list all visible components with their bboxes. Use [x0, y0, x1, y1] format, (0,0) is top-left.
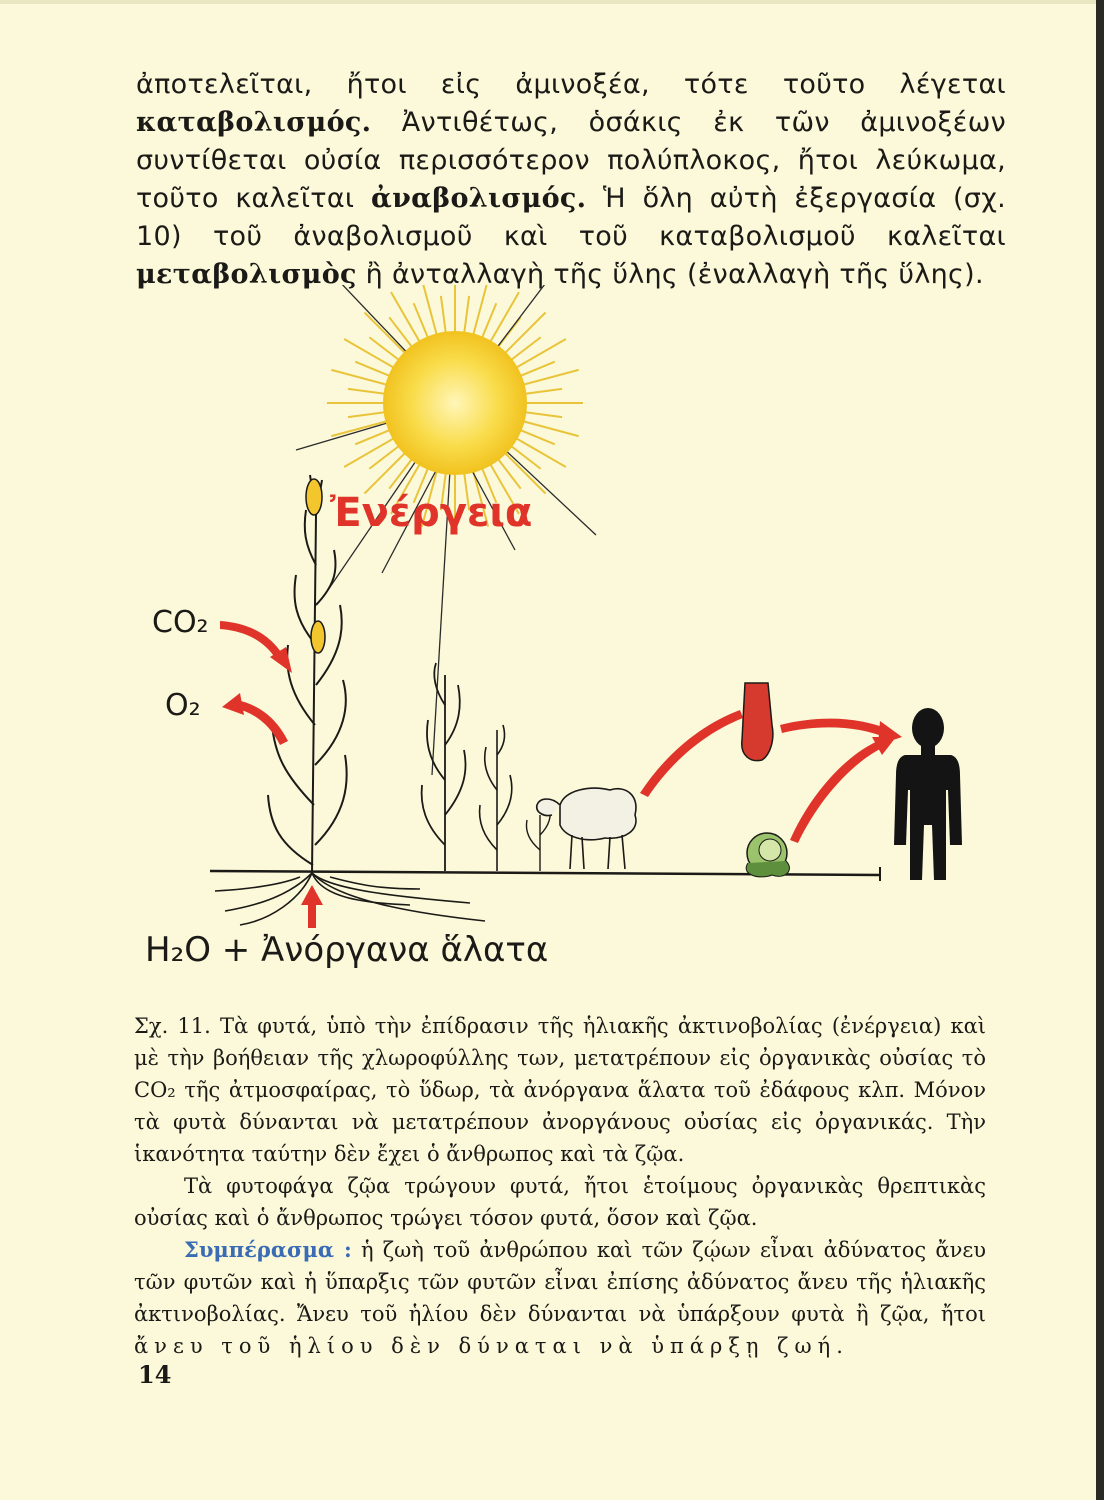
caption-paragraph-1: Σχ. 11. Τὰ φυτά, ὑπὸ τὴν ἐπίδρασιν τῆς ἡλιακῆς ἀκτινοβολίας (ἐνέργεια) καὶ μὲ τὴν βοήθειαν τῆς χλωροφύλλης των, μετατρέπουν εἰς ὀργανικὰς οὐσίας τὸ CO₂ τῆς ἀτμοσφαίρας, τὸ ὕδωρ, τὰ ἀνόργανα ἅλατα τοῦ ἐδάφους κλπ. Μόνον τὰ φυτὰ δύνανται νὰ μετατρέπουν ἀνοργάνους οὐσίας εἰς ὀργανικάς. Τὴν ἱκανότητα ταύτην δὲν ἔχει ὁ ἄνθρωπος καὶ τὰ ζῷα.	[134, 1014, 986, 1166]
sun-ray	[348, 412, 386, 417]
co2-label: CO₂	[152, 605, 209, 640]
conclusion-spaced-text: ἄνευ τοῦ ἡλίου δὲν δύναται νὰ ὑπάρξῃ ζωή.	[134, 1334, 849, 1358]
o2-label: O₂	[165, 688, 201, 723]
sun-ray	[414, 303, 429, 338]
sun-ray	[504, 312, 545, 353]
intro-text-4: ἢ ἀνταλλαγὴ τῆς ὕλης (ἐναλλαγὴ τῆς ὕλης).	[356, 259, 984, 290]
sun-ray	[504, 452, 545, 493]
sun-ray	[344, 438, 394, 467]
sun-ray	[355, 430, 390, 445]
term-metabolism: μεταβολισμὸς	[136, 259, 357, 290]
figure-caption	[134, 1010, 986, 1362]
sun-ray	[391, 292, 420, 342]
sun-ray	[482, 303, 497, 338]
sun-ray	[364, 312, 405, 353]
meat-icon	[742, 683, 773, 761]
term-anabolism: ἀναβολισμός.	[371, 183, 587, 214]
figure-11	[0, 285, 1104, 1005]
figure-illustration	[0, 285, 1104, 1005]
sun-ray	[355, 362, 390, 377]
corn-cob-icon	[306, 479, 322, 515]
corn-plant-small	[480, 725, 512, 871]
sun-icon	[383, 331, 527, 475]
sun-ray	[344, 339, 394, 368]
page-number: 14	[138, 1360, 172, 1389]
human-silhouette-icon	[894, 708, 962, 880]
intro-paragraph	[136, 66, 1006, 294]
page-top-edge	[0, 0, 1104, 4]
intro-text-1: ἀποτελεῖται, ἤτοι εἰς ἀμινοξέα, τότε τοῦτο λέγεται	[136, 69, 1006, 100]
sun-ray	[441, 296, 446, 334]
conclusion-text: ἡ ζωὴ τοῦ ἀνθρώπου καὶ τῶν ζῴων εἶναι ἀδύνατος ἄνευ τῶν φυτῶν καὶ ἡ ὕπαρξις τῶν φυτῶν εἶναι ἐπίσης ἀδύνατος ἄνευ τῆς ἡλιακῆς ἀκτινοβολίας. Ἄνευ τοῦ ἡλίου δὲν δύνανται νὰ ὑπάρξουν φυτὰ ἢ ζῷα, ἤτοι	[134, 1238, 986, 1326]
sun-ray	[490, 292, 519, 342]
sheep-icon	[537, 788, 636, 869]
caption-conclusion	[134, 1234, 986, 1362]
energy-label: Ἐνέργεια	[330, 490, 533, 536]
sun-ray	[364, 452, 405, 493]
sun-ray	[464, 296, 469, 334]
sun-ray	[516, 438, 566, 467]
term-catabolism: καταβολισμός.	[136, 107, 372, 138]
caption-paragraph-2: Τὰ φυτοφάγα ζῷα τρώγουν φυτά, ἤτοι ἑτοίμους ὀργανικὰς θρεπτικὰς οὐσίας καὶ ὁ ἄνθρωπος τρώγει τόσον φυτά, ὅσον καὶ ζῷα.	[134, 1174, 986, 1230]
sun-ray	[520, 362, 555, 377]
corn-cob-icon	[311, 621, 325, 653]
sun-ray	[520, 430, 555, 445]
cabbage-icon	[746, 833, 789, 877]
corn-plant-medium	[422, 663, 466, 871]
intro-text-2: Ἀντιθέτως, ὁσάκις ἐκ τῶν ἀμινοξέων συντίθεται οὐσία περισσότερον πολύπλοκος, ἤτοι λεύκωμα, τοῦτο καλεῖται	[136, 107, 1006, 214]
sun-ray	[524, 412, 562, 417]
water-minerals-label: H₂O + Ἀνόργανα ἅλατα	[145, 930, 549, 970]
sun-ray	[516, 339, 566, 368]
sun-ray	[348, 389, 386, 394]
plant-roots	[215, 873, 485, 925]
conclusion-label: Συμπέρασμα :	[184, 1237, 352, 1262]
intro-text-3: Ἡ ὅλη αὐτὴ ἐξεργασία (σχ. 10) τοῦ ἀναβολισμοῦ καὶ τοῦ καταβολισμοῦ καλεῖται	[136, 183, 1007, 252]
sun-ray	[524, 389, 562, 394]
